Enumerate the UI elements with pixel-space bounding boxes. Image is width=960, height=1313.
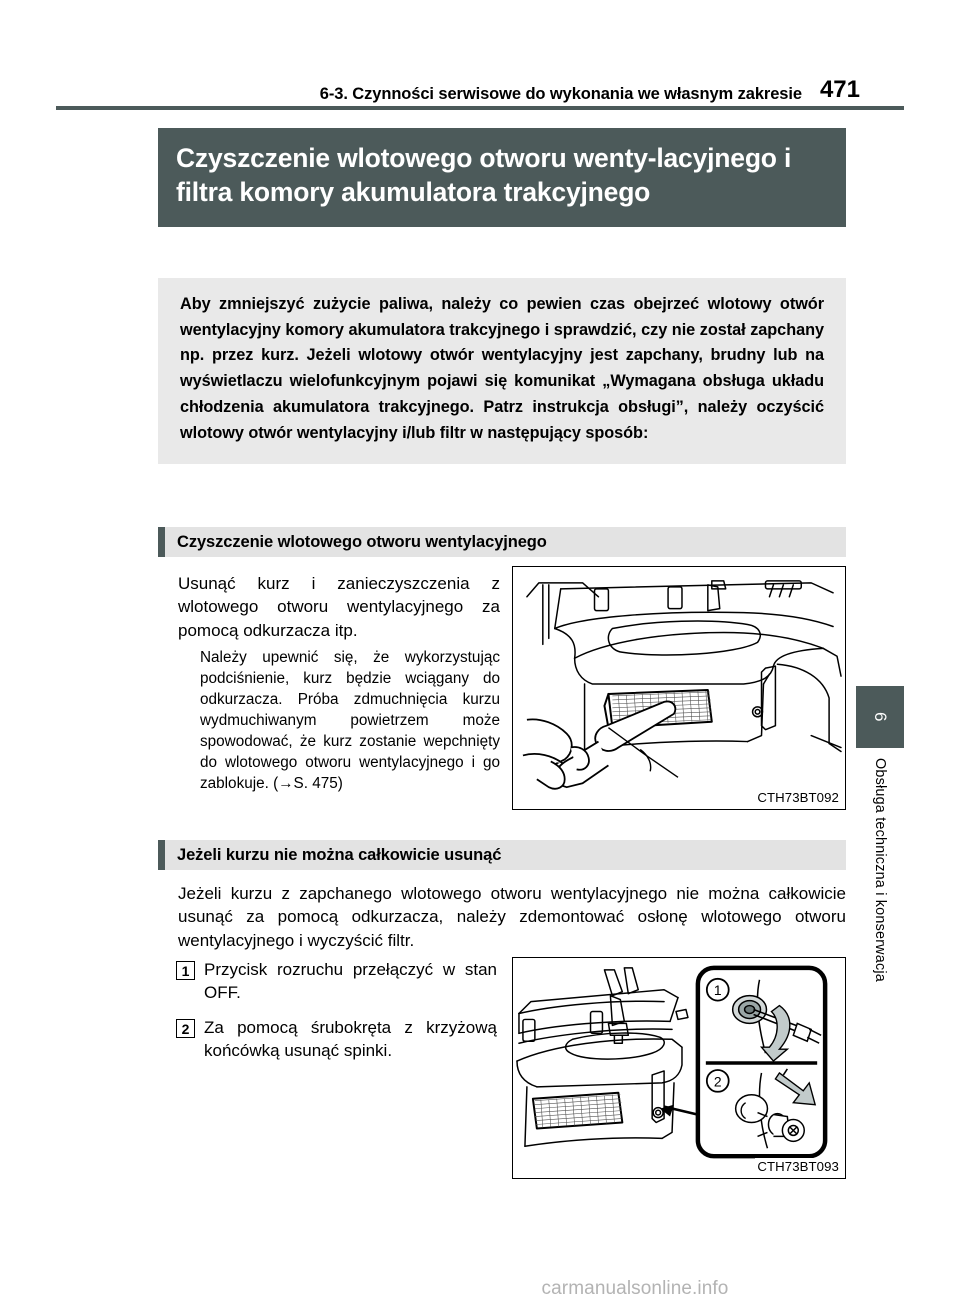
figure-clip-removal (512, 957, 846, 1179)
figure-caption: CTH73BT093 (757, 1159, 839, 1174)
page-header-title: 6-3. Czynności serwisowe do wykonania we własnym zakresie (319, 84, 802, 103)
page-number: 471 (819, 76, 860, 104)
paragraph-vacuum: Usunąć kurz i zanieczyszczenia z wlotowego otworu wentylacyjnego za pomocą odkurzacza itp. (178, 574, 500, 640)
step-text: Za pomocą śrubokręta z krzyżową końcówką usunąć spinki. (204, 1017, 497, 1061)
step-text: Przycisk rozruchu przełączyć w stan OFF. (204, 960, 497, 1003)
header-divider (56, 106, 904, 110)
figure-caption: CTH73BT092 (757, 790, 839, 805)
paragraph-vacuum-note: Należy upewnić się, że wykorzystując podciśnienie, kurz będzie wciągany do odkurzacza. Próba zdmuchnięcia kurzu wydmuchiwanym powietrzem może spowodować, że kurz zostanie wepchnięty do wlotowego otworu wentylacyjnego i go zablokuje. (→S. 475) (200, 649, 500, 792)
step-list (176, 958, 506, 1074)
footer-watermark (0, 1278, 960, 1300)
step-number-badge: 1 (176, 961, 195, 980)
step-number-badge: 2 (176, 1019, 195, 1038)
chapter-label: Obsługa techniczna i konserwacja (872, 758, 888, 982)
title-banner-text: Czyszczenie wlotowego otworu wenty-lacyjnego i filtra komory akumulatora trakcyjnego (176, 143, 792, 208)
figure-vacuum-lineart (513, 567, 845, 809)
title-banner (158, 128, 846, 227)
chapter-number: 6 (871, 712, 890, 722)
page-header (158, 68, 860, 102)
step-item (176, 1016, 506, 1063)
section-heading-dust-not-removable (158, 840, 846, 870)
intro-text: Aby zmniejszyć zużycie paliwa, należy co pewien czas obejrzeć wlotowy otwór wentylacyjny komory akumulatora trakcyjnego i sprawdzić, czy nie został zapchany np. przez kurz. Jeżeli wlotowy otwór wentylacyjny jest zapchany, brudny lub na wyświetlaczu wielofunkcyjnym pojawi się komunikat „Wymagana obsługa układu chłodzenia akumulatora trakcyjnego. Patrz instrukcja obsługi”, należy oczyścić wlotowy otwór wentylacyjny i/lub filtr w następujący sposób: (180, 295, 824, 442)
paragraph-filter: Jeżeli kurzu z zapchanego wlotowego otworu wentylacyjnego nie można całkowicie usunąć za pomocą odkurzacza, należy zdemontować osłonę wlotowego otworu wentylacyjnego i wyczyścić filtr. (178, 884, 846, 950)
figure-callout-2-label: 2 (713, 1073, 722, 1090)
section-heading-cleaning-inlet (158, 527, 846, 557)
figure-callout-1-label: 1 (713, 982, 722, 999)
figure-vacuum-cleaning (512, 566, 846, 810)
step-item (176, 958, 506, 1005)
section-heading-label: Czyszczenie wlotowego otworu wentylacyjnego (177, 532, 547, 551)
figure-clip-lineart (513, 958, 845, 1178)
section-heading-label: Jeżeli kurzu nie można całkowicie usunąć (177, 845, 502, 864)
intro-callout-box (158, 278, 846, 464)
chapter-tab (856, 686, 904, 748)
footer-watermark-text: carmanualsonline.info (541, 1278, 729, 1299)
